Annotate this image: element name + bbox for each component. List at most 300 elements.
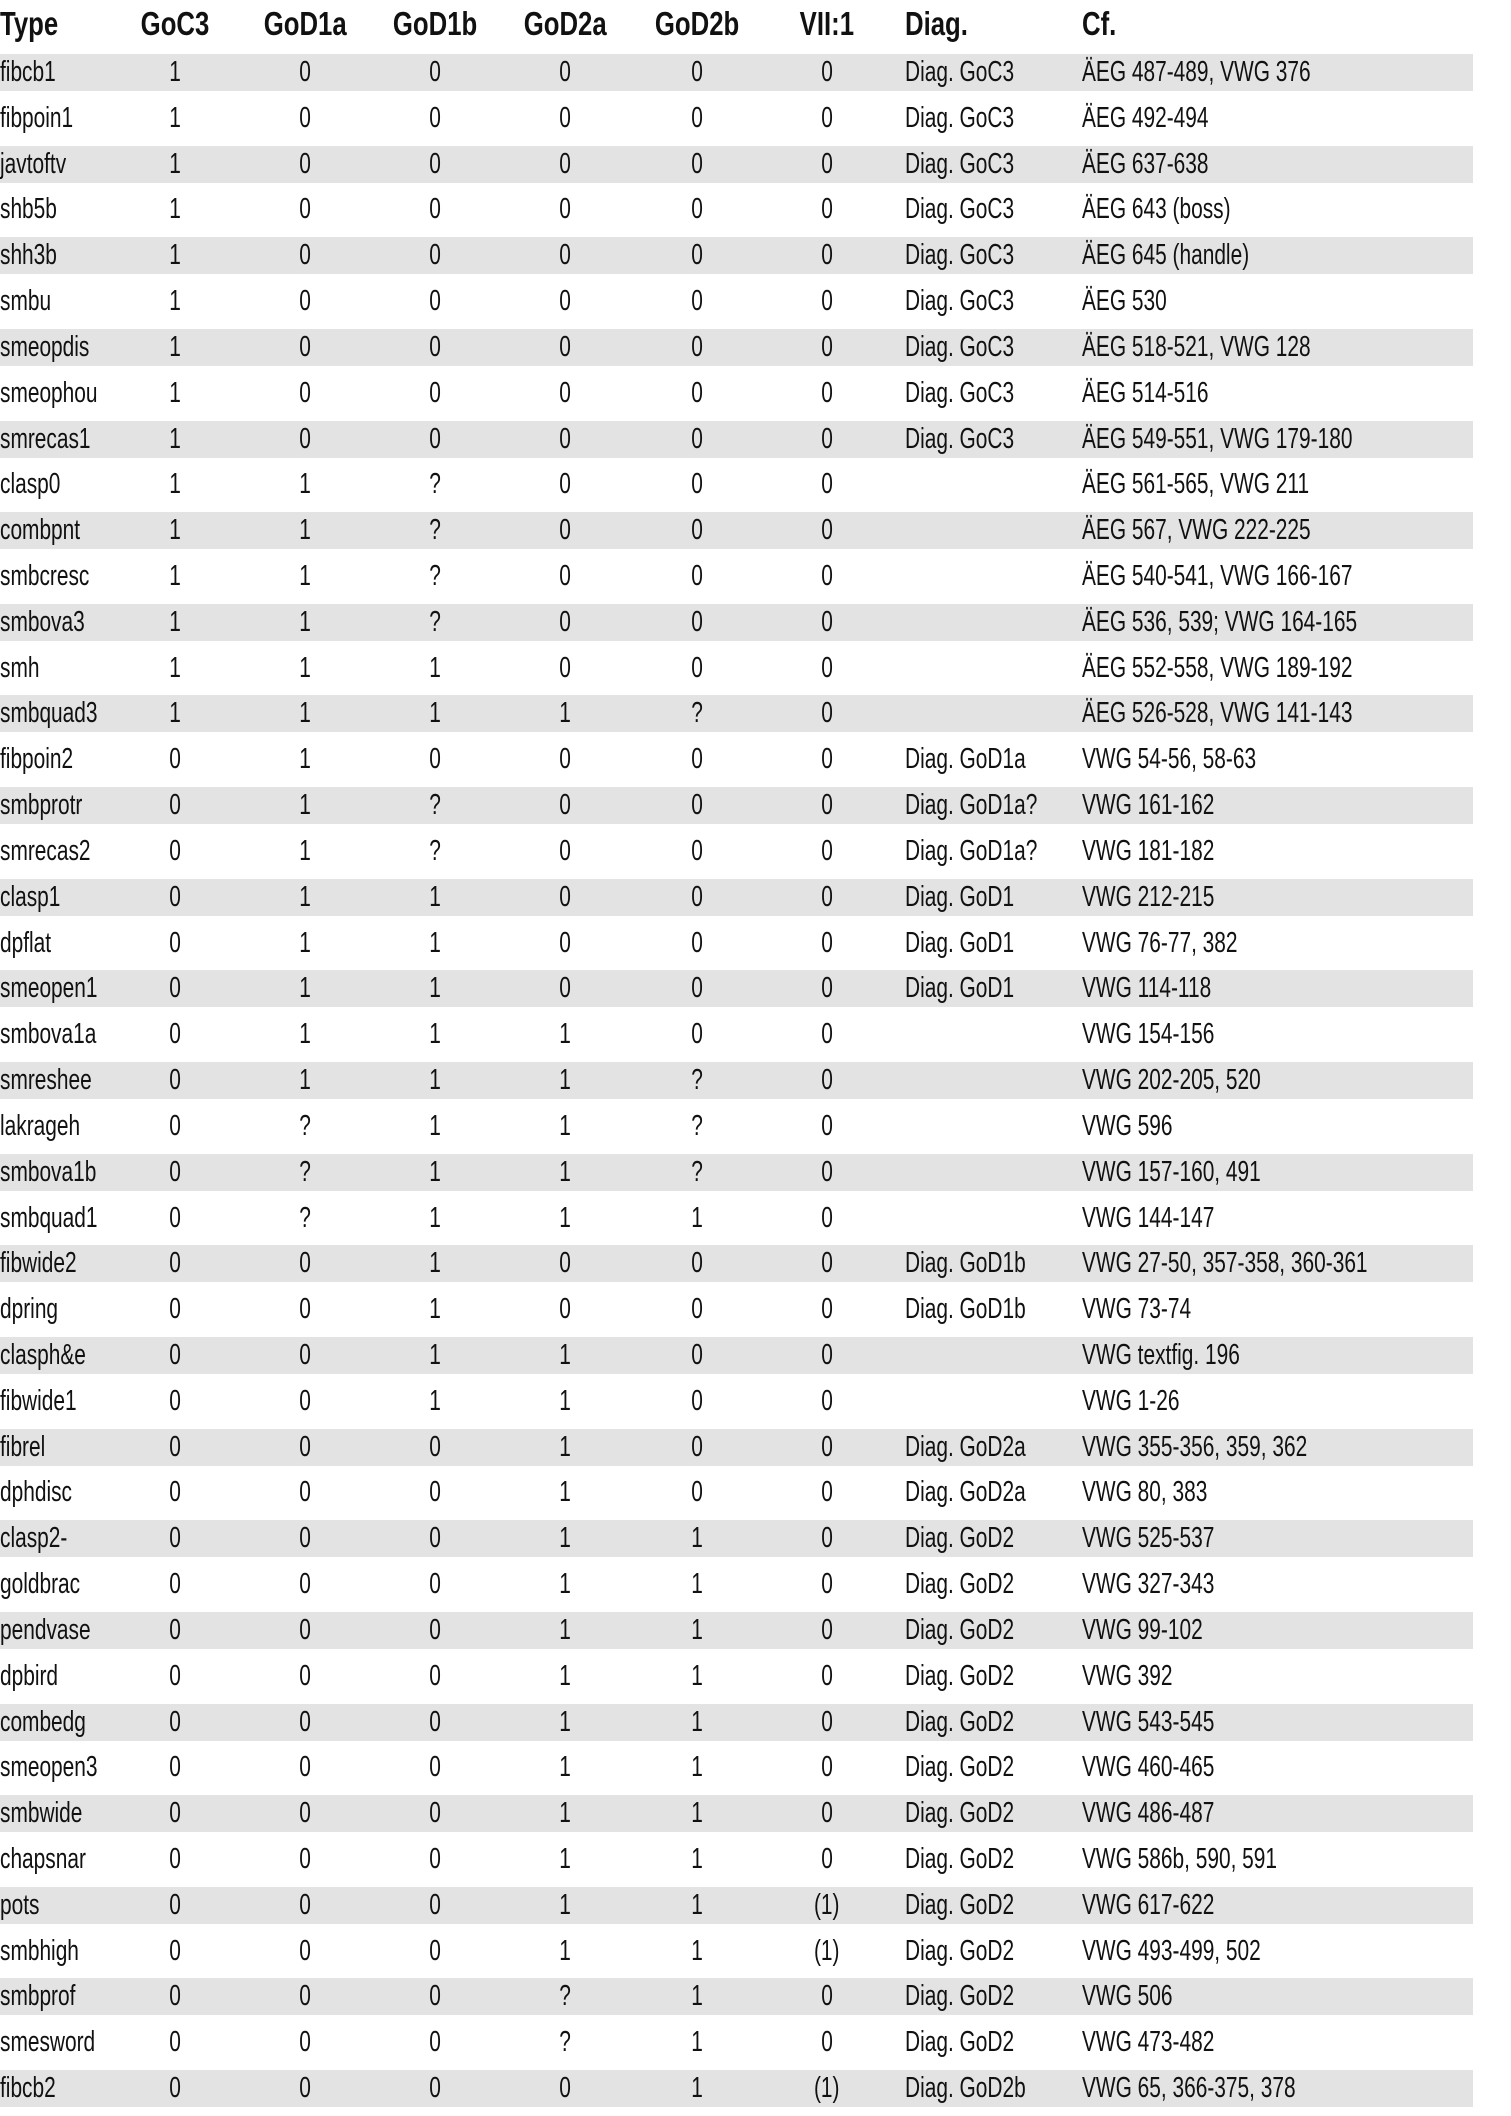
cell-goc3: 0 — [169, 1751, 181, 1784]
cell-god2a: 0 — [559, 651, 571, 684]
cell-god1b: 0 — [429, 239, 441, 272]
table-row — [0, 54, 1473, 100]
cell-vii: 0 — [821, 101, 833, 134]
cell-diag: Diag. GoC3 — [905, 422, 1015, 455]
cell-goc3: 1 — [169, 285, 181, 318]
cell-vii: 0 — [821, 972, 833, 1005]
cell-god1a: 0 — [299, 239, 311, 272]
table-row — [0, 833, 1473, 879]
cell-god2a: 1 — [559, 1705, 571, 1738]
cell-god2a: 1 — [559, 1797, 571, 1830]
cell-vii: 0 — [821, 926, 833, 959]
cell-type: pots — [0, 1888, 40, 1921]
cell-god1a: 0 — [299, 1430, 311, 1463]
cell-cf: ÄEG 526-528, VWG 141-143 — [1082, 697, 1353, 730]
cell-god1a: 1 — [299, 880, 311, 913]
cell-god1b: 0 — [429, 2072, 441, 2105]
header-goc3: GoC3 — [140, 5, 210, 42]
cell-goc3: 0 — [169, 1888, 181, 1921]
cell-goc3: 1 — [169, 101, 181, 134]
cell-god1a: 0 — [299, 193, 311, 226]
cell-cf: VWG 460-465 — [1082, 1751, 1215, 1784]
cell-god1b: 0 — [429, 330, 441, 363]
table-row — [0, 329, 1473, 375]
cell-diag: Diag. GoD2 — [905, 1888, 1015, 1921]
cell-goc3: 0 — [169, 1018, 181, 1051]
cell-god1b: 0 — [429, 1522, 441, 1555]
table-row — [0, 1658, 1473, 1704]
cell-god2a: 0 — [559, 468, 571, 501]
cell-vii: 0 — [821, 2026, 833, 2059]
cell-type: smbprof — [0, 1980, 76, 2013]
cell-god1b: 0 — [429, 1980, 441, 2013]
cell-goc3: 0 — [169, 789, 181, 822]
cell-diag: Diag. GoD1 — [905, 972, 1015, 1005]
cell-god2b: 1 — [691, 1613, 703, 1646]
cell-diag: Diag. GoD2 — [905, 1705, 1015, 1738]
cell-god2b: 0 — [691, 468, 703, 501]
table-row — [0, 1704, 1473, 1750]
cell-god2b: 0 — [691, 1338, 703, 1371]
cell-diag: Diag. GoD1a? — [905, 789, 1038, 822]
cell-god1b: 0 — [429, 285, 441, 318]
cell-god1a: 0 — [299, 285, 311, 318]
cell-type: smbquad3 — [0, 697, 98, 730]
cell-vii: 0 — [821, 1842, 833, 1875]
cell-god1b: 0 — [429, 1934, 441, 1967]
cell-god1b: 0 — [429, 2026, 441, 2059]
cell-god2a: ? — [559, 1980, 571, 2013]
cell-cf: VWG 543-545 — [1082, 1705, 1215, 1738]
cell-god2b: 0 — [691, 605, 703, 638]
cell-god1a: 1 — [299, 743, 311, 776]
cell-type: smbprotr — [0, 789, 83, 822]
cell-god2a: 0 — [559, 926, 571, 959]
cell-diag: Diag. GoD2 — [905, 1797, 1015, 1830]
table-row — [0, 1200, 1473, 1246]
cell-god2b: 1 — [691, 2072, 703, 2105]
cell-god1b: 0 — [429, 743, 441, 776]
cell-god1b: 0 — [429, 1476, 441, 1509]
cell-cf: VWG 506 — [1082, 1980, 1173, 2013]
cell-goc3: 0 — [169, 1659, 181, 1692]
cell-diag: Diag. GoC3 — [905, 330, 1015, 363]
table-row — [0, 1474, 1473, 1520]
cell-god2a: 1 — [559, 1888, 571, 1921]
table-row — [0, 1887, 1473, 1933]
cell-cf: ÄEG 549-551, VWG 179-180 — [1082, 422, 1353, 455]
cell-diag: Diag. GoC3 — [905, 56, 1015, 88]
cell-diag: Diag. GoD2 — [905, 2026, 1015, 2059]
cell-god2a: 1 — [559, 1751, 571, 1784]
cell-type: smbwide — [0, 1797, 83, 1830]
cell-god1b: 1 — [429, 1293, 441, 1326]
cell-god2b: 0 — [691, 1384, 703, 1417]
cell-type: dphdisc — [0, 1476, 72, 1509]
cell-god1a: 0 — [299, 1797, 311, 1830]
cell-type: clasp2- — [0, 1522, 68, 1555]
cell-god2b: 0 — [691, 147, 703, 180]
cell-type: fibwide2 — [0, 1247, 77, 1280]
header-type: Type — [0, 5, 59, 42]
cell-type: dpflat — [0, 926, 52, 959]
cell-vii: 0 — [821, 1613, 833, 1646]
table-row — [0, 1841, 1473, 1887]
cell-cf: ÄEG 518-521, VWG 128 — [1082, 330, 1311, 363]
cell-god2a: 0 — [559, 285, 571, 318]
cell-cf: ÄEG 643 (boss) — [1082, 193, 1231, 226]
cell-god1a: 0 — [299, 1842, 311, 1875]
cell-diag: Diag. GoD2 — [905, 1751, 1015, 1784]
cell-god2b: 0 — [691, 285, 703, 318]
cell-god2b: 0 — [691, 1430, 703, 1463]
cell-god2a: 1 — [559, 1018, 571, 1051]
cell-god1b: 0 — [429, 422, 441, 455]
cell-god2a: 0 — [559, 147, 571, 180]
cell-cf: VWG 54-56, 58-63 — [1082, 743, 1257, 776]
cell-god2b: 1 — [691, 1751, 703, 1784]
cell-god1a: 0 — [299, 330, 311, 363]
cell-type: smreshee — [0, 1064, 92, 1097]
cell-god2b: 1 — [691, 1934, 703, 1967]
cell-type: smeopen3 — [0, 1751, 98, 1784]
cell-goc3: 1 — [169, 147, 181, 180]
cell-god2a: 0 — [559, 422, 571, 455]
table-row — [0, 604, 1473, 650]
cell-vii: 0 — [821, 1659, 833, 1692]
cell-god2a: 0 — [559, 743, 571, 776]
cell-god2b: 1 — [691, 1842, 703, 1875]
cell-god2a: 1 — [559, 1568, 571, 1601]
cell-goc3: 0 — [169, 1247, 181, 1280]
cell-god1a: 1 — [299, 560, 311, 593]
table-row — [0, 925, 1473, 971]
cell-god2a: 1 — [559, 1613, 571, 1646]
cell-goc3: 1 — [169, 514, 181, 547]
cell-cf: VWG 65, 366-375, 378 — [1082, 2072, 1296, 2105]
cell-god1a: 0 — [299, 1613, 311, 1646]
cell-vii: 0 — [821, 1568, 833, 1601]
cell-type: smeopdis — [0, 330, 90, 363]
table-row — [0, 1016, 1473, 1062]
cell-god2b: 0 — [691, 743, 703, 776]
cell-god2a: 0 — [559, 605, 571, 638]
cell-god1a: 0 — [299, 1568, 311, 1601]
cell-vii: (1) — [814, 2072, 840, 2105]
cell-vii: 0 — [821, 1293, 833, 1326]
cell-goc3: 0 — [169, 1201, 181, 1234]
cell-cf: ÄEG 487-489, VWG 376 — [1082, 56, 1311, 88]
cell-god2a: 0 — [559, 1247, 571, 1280]
table-row — [0, 558, 1473, 604]
table-row — [0, 1978, 1473, 2024]
cell-goc3: 0 — [169, 1522, 181, 1555]
cell-god1a: 0 — [299, 1751, 311, 1784]
cell-god1b: 0 — [429, 193, 441, 226]
cell-diag: Diag. GoD1b — [905, 1247, 1026, 1280]
table-row — [0, 375, 1473, 421]
cell-god1b: 1 — [429, 1109, 441, 1142]
cell-cf: ÄEG 536, 539; VWG 164-165 — [1082, 605, 1358, 638]
cell-goc3: 1 — [169, 422, 181, 455]
cell-god1b: 0 — [429, 1613, 441, 1646]
cell-type: smrecas1 — [0, 422, 91, 455]
cell-god1b: ? — [429, 789, 441, 822]
header-god1a: GoD1a — [263, 5, 347, 42]
cell-cf: VWG 181-182 — [1082, 834, 1215, 867]
cell-god1b: ? — [429, 605, 441, 638]
cell-type: lakrageh — [0, 1109, 81, 1142]
cell-god1b: 0 — [429, 1751, 441, 1784]
cell-diag: Diag. GoD2a — [905, 1430, 1026, 1463]
cell-cf: VWG 1-26 — [1082, 1384, 1180, 1417]
cell-god2b: 0 — [691, 1476, 703, 1509]
table-row — [0, 421, 1473, 467]
table-row — [0, 237, 1473, 283]
cell-god2b: 0 — [691, 56, 703, 88]
cell-god1a: 0 — [299, 1247, 311, 1280]
cell-goc3: 1 — [169, 605, 181, 638]
cell-type: smeophou — [0, 376, 98, 409]
cell-cf: ÄEG 552-558, VWG 189-192 — [1082, 651, 1353, 684]
table-row — [0, 100, 1473, 146]
cell-god1b: 1 — [429, 1384, 441, 1417]
cell-type: fibwide1 — [0, 1384, 77, 1417]
cell-cf: ÄEG 567, VWG 222-225 — [1082, 514, 1311, 547]
cell-type: fibrel — [0, 1430, 46, 1463]
cell-god2b: 0 — [691, 926, 703, 959]
cell-god1b: ? — [429, 468, 441, 501]
cell-god1b: 0 — [429, 376, 441, 409]
cell-vii: 0 — [821, 1797, 833, 1830]
cell-type: dpbird — [0, 1659, 59, 1692]
cell-diag: Diag. GoD2 — [905, 1568, 1015, 1601]
cell-god1b: 1 — [429, 926, 441, 959]
table-row — [0, 1108, 1473, 1154]
table-row — [0, 1291, 1473, 1337]
cell-goc3: 0 — [169, 1155, 181, 1188]
table-row — [0, 1795, 1473, 1841]
cell-god2a: 0 — [559, 193, 571, 226]
cell-type: smbova1a — [0, 1018, 97, 1051]
table-row — [0, 466, 1473, 512]
cell-type: combpnt — [0, 514, 81, 547]
cell-goc3: 0 — [169, 1338, 181, 1371]
cell-god2a: 1 — [559, 1338, 571, 1371]
cell-god1b: ? — [429, 560, 441, 593]
cell-god2b: 0 — [691, 1018, 703, 1051]
cell-type: fibcb2 — [0, 2072, 56, 2105]
cell-god1a: 1 — [299, 834, 311, 867]
cell-god1a: 0 — [299, 101, 311, 134]
cell-vii: 0 — [821, 193, 833, 226]
cell-god2b: 0 — [691, 514, 703, 547]
cell-diag: Diag. GoC3 — [905, 101, 1015, 134]
cell-vii: 0 — [821, 514, 833, 547]
cell-god2a: 1 — [559, 1659, 571, 1692]
cell-god1a: 0 — [299, 2026, 311, 2059]
cell-god1b: 0 — [429, 1430, 441, 1463]
cell-vii: 0 — [821, 743, 833, 776]
cell-god2a: 1 — [559, 1201, 571, 1234]
cell-cf: VWG 99-102 — [1082, 1613, 1203, 1646]
table-row — [0, 787, 1473, 833]
cell-god2a: 1 — [559, 1522, 571, 1555]
cell-cf: VWG 157-160, 491 — [1082, 1155, 1261, 1188]
cell-vii: 0 — [821, 1430, 833, 1463]
cell-god1a: 0 — [299, 1980, 311, 2013]
cell-vii: 0 — [821, 1522, 833, 1555]
cell-type: smbova3 — [0, 605, 85, 638]
header-vii: VII:1 — [799, 5, 855, 42]
cell-type: fibpoin1 — [0, 101, 74, 134]
cell-diag: Diag. GoD2 — [905, 1934, 1015, 1967]
cell-vii: 0 — [821, 651, 833, 684]
cell-god1b: 0 — [429, 56, 441, 88]
cell-god2b: 0 — [691, 880, 703, 913]
cell-goc3: 0 — [169, 1064, 181, 1097]
table-row — [0, 650, 1473, 696]
cell-god1b: 1 — [429, 1064, 441, 1097]
cell-vii: 0 — [821, 1247, 833, 1280]
cell-goc3: 0 — [169, 1430, 181, 1463]
cell-diag: Diag. GoD2 — [905, 1522, 1015, 1555]
cell-god2b: ? — [691, 1109, 703, 1142]
cell-cf: VWG 154-156 — [1082, 1018, 1215, 1051]
cell-vii: 0 — [821, 376, 833, 409]
cell-cf: VWG 114-118 — [1082, 972, 1212, 1005]
cell-vii: (1) — [814, 1934, 840, 1967]
cell-vii: 0 — [821, 560, 833, 593]
cell-god2a: 0 — [559, 56, 571, 88]
cell-diag: Diag. GoC3 — [905, 193, 1015, 226]
cell-god2a: 0 — [559, 330, 571, 363]
cell-vii: 0 — [821, 1705, 833, 1738]
cell-goc3: 0 — [169, 2026, 181, 2059]
cell-god1a: 0 — [299, 1476, 311, 1509]
cell-goc3: 0 — [169, 1568, 181, 1601]
cell-god2b: 1 — [691, 1568, 703, 1601]
cell-god2a: 1 — [559, 1842, 571, 1875]
cell-god1b: 1 — [429, 1201, 441, 1234]
cell-vii: 0 — [821, 1980, 833, 2013]
cell-god1b: ? — [429, 514, 441, 547]
header-god1b: GoD1b — [392, 5, 478, 42]
cell-cf: ÄEG 530 — [1082, 285, 1167, 318]
header-diag: Diag. — [905, 5, 968, 42]
cell-vii: 0 — [821, 147, 833, 180]
cell-god1b: 0 — [429, 101, 441, 134]
cell-god2a: 0 — [559, 239, 571, 272]
cell-goc3: 0 — [169, 834, 181, 867]
cell-goc3: 0 — [169, 1934, 181, 1967]
cell-god1b: 1 — [429, 651, 441, 684]
table-row — [0, 879, 1473, 925]
cell-goc3: 0 — [169, 1797, 181, 1830]
cell-goc3: 1 — [169, 376, 181, 409]
cell-god1b: 0 — [429, 1705, 441, 1738]
cell-goc3: 0 — [169, 1384, 181, 1417]
table-row — [0, 741, 1473, 787]
cell-god1a: 0 — [299, 1384, 311, 1417]
cell-goc3: 0 — [169, 743, 181, 776]
cell-god1a: 0 — [299, 2072, 311, 2105]
cell-god1b: 0 — [429, 1659, 441, 1692]
cell-diag: Diag. GoC3 — [905, 285, 1015, 318]
cell-goc3: 0 — [169, 1705, 181, 1738]
cell-god1a: 0 — [299, 376, 311, 409]
cell-god1a: ? — [299, 1155, 311, 1188]
cell-cf: VWG 27-50, 357-358, 360-361 — [1082, 1247, 1368, 1280]
table-row — [0, 1520, 1473, 1566]
cell-diag: Diag. GoC3 — [905, 239, 1015, 272]
cell-cf: VWG 144-147 — [1082, 1201, 1215, 1234]
cell-god2b: 0 — [691, 789, 703, 822]
cell-goc3: 1 — [169, 56, 181, 88]
cell-god2a: 1 — [559, 1934, 571, 1967]
cell-god2a: 1 — [559, 1384, 571, 1417]
cell-god2b: 0 — [691, 193, 703, 226]
table-row — [0, 2024, 1473, 2070]
cell-vii: 0 — [821, 1109, 833, 1142]
cell-god1b: 1 — [429, 1338, 441, 1371]
cell-god1a: 0 — [299, 56, 311, 88]
cell-cf: VWG 212-215 — [1082, 880, 1215, 913]
table-row — [0, 1337, 1473, 1383]
cell-goc3: 0 — [169, 2072, 181, 2105]
cell-god1b: 1 — [429, 1155, 441, 1188]
cell-diag: Diag. GoD1 — [905, 926, 1015, 959]
cell-vii: 0 — [821, 1155, 833, 1188]
cell-vii: 0 — [821, 285, 833, 318]
cell-cf: ÄEG 645 (handle) — [1082, 239, 1250, 272]
cell-god2a: 0 — [559, 560, 571, 593]
cell-type: clasp0 — [0, 468, 61, 501]
cell-diag: Diag. GoD2 — [905, 1842, 1015, 1875]
cell-cf: VWG 392 — [1082, 1659, 1173, 1692]
cell-type: clasp1 — [0, 880, 61, 913]
cell-goc3: 0 — [169, 880, 181, 913]
cell-goc3: 0 — [169, 1109, 181, 1142]
cell-god2b: 1 — [691, 1797, 703, 1830]
cell-diag: Diag. GoD1a? — [905, 834, 1038, 867]
cell-cf: ÄEG 637-638 — [1082, 147, 1209, 180]
cell-god1a: 1 — [299, 789, 311, 822]
cell-god1a: ? — [299, 1201, 311, 1234]
cell-cf: VWG 76-77, 382 — [1082, 926, 1238, 959]
cell-type: smbu — [0, 285, 52, 318]
cell-god2b: 0 — [691, 1293, 703, 1326]
cell-goc3: 0 — [169, 1842, 181, 1875]
cell-god2a: 1 — [559, 1109, 571, 1142]
cell-god2a: 0 — [559, 2072, 571, 2105]
cell-vii: 0 — [821, 239, 833, 272]
header-god2a: GoD2a — [523, 5, 607, 42]
cell-god1a: 1 — [299, 972, 311, 1005]
cell-god2b: 0 — [691, 422, 703, 455]
cell-god2b: 0 — [691, 239, 703, 272]
cell-god1a: 1 — [299, 1018, 311, 1051]
cell-vii: 0 — [821, 1064, 833, 1097]
cell-cf: VWG 486-487 — [1082, 1797, 1215, 1830]
cell-god2b: 1 — [691, 2026, 703, 2059]
cell-cf: ÄEG 561-565, VWG 211 — [1082, 468, 1310, 501]
cell-god2a: 1 — [559, 1155, 571, 1188]
cell-goc3: 1 — [169, 193, 181, 226]
cell-cf: VWG 202-205, 520 — [1082, 1064, 1261, 1097]
cell-vii: 0 — [821, 422, 833, 455]
cell-god2b: 0 — [691, 972, 703, 1005]
